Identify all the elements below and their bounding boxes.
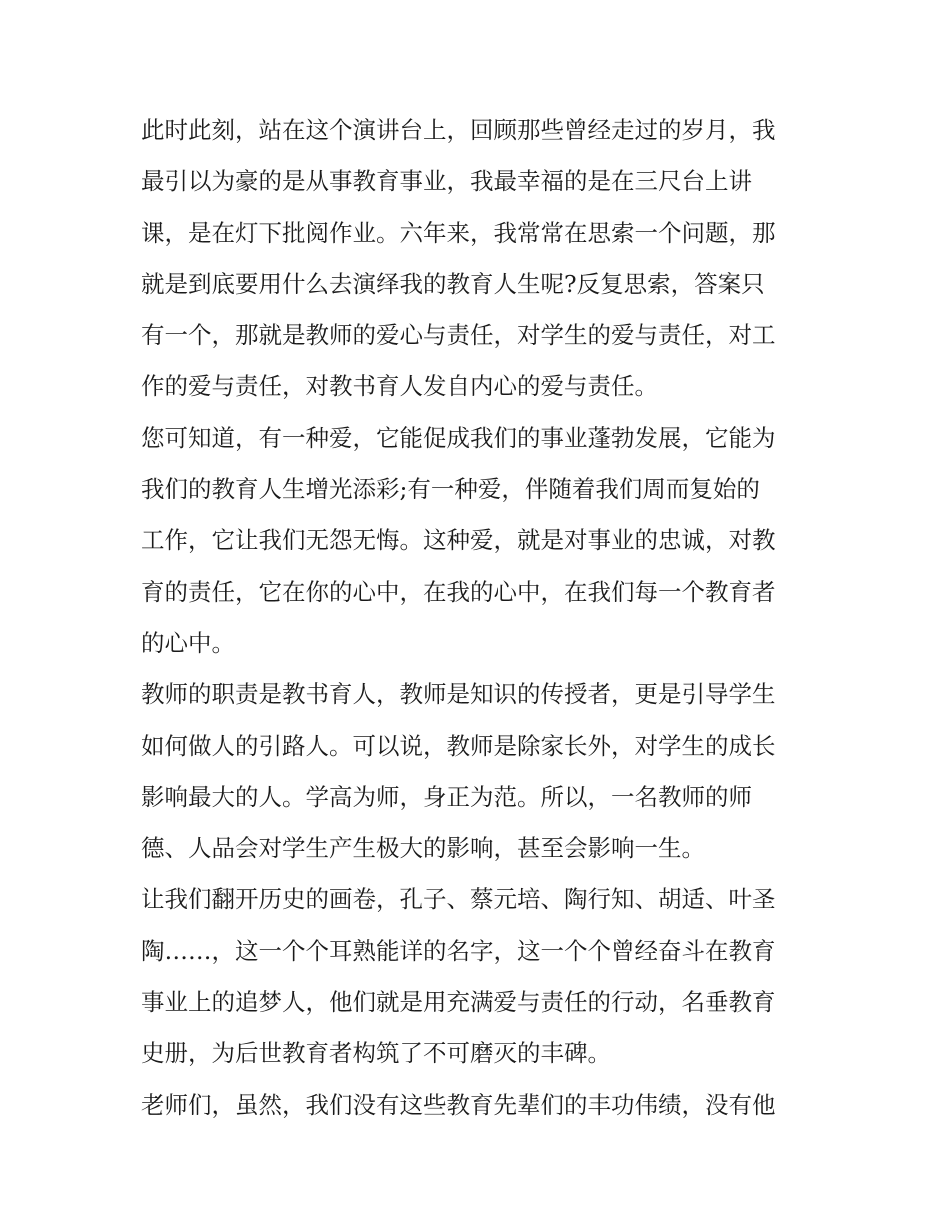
text-line: 教师的职责是教书育人，教师是知识的传授者，更是引导学生 [141,680,776,709]
text-line: 老师们，虽然，我们没有这些教育先辈们的丰功伟绩，没有他 [141,1090,776,1119]
text-line: 的心中。 [141,628,235,657]
text-line: 如何做人的引路人。可以说，教师是除家长外，对学生的成长 [141,731,776,760]
text-line: 您可知道，有一种爱，它能促成我们的事业蓬勃发展，它能为 [141,423,776,452]
text-line: 最引以为豪的是从事教育事业，我最幸福的是在三尺台上讲 [141,167,752,196]
text-line: 此时此刻，站在这个演讲台上，回顾那些曾经走过的岁月，我 [141,116,776,144]
text-line: 让我们翻开历史的画卷，孔子、蔡元培、陶行知、胡适、叶圣 [141,885,776,914]
text-line: 我们的教育人生增光添彩;有一种爱，伴随着我们周而复始的 [141,475,760,504]
text-line: 作的爱与责任，对教书育人发自内心的爱与责任。 [141,372,658,401]
text-line: 育的责任，它在你的心中，在我的心中，在我们每一个教育者 [141,577,776,606]
text-line: 有一个，那就是教师的爱心与责任，对学生的爱与责任，对工 [141,321,776,350]
text-line: 工作，它让我们无怨无悔。这种爱，就是对事业的忠诚，对教 [141,526,776,555]
text-line: 事业上的追梦人，他们就是用充满爱与责任的行动，名垂教育 [141,988,776,1017]
text-line: 陶……，这一个个耳熟能详的名字，这一个个曾经奋斗在教育 [141,936,776,965]
document-body [141,105,811,1131]
text-line: 课，是在灯下批阅作业。六年来，我常常在思索一个问题，那 [141,218,776,247]
text-line: 就是到底要用什么去演绎我的教育人生呢?反复思索，答案只 [141,269,765,298]
text-line: 德、人品会对学生产生极大的影响，甚至会影响一生。 [141,834,705,863]
text-line: 史册，为后世教育者构筑了不可磨灭的丰碑。 [141,1039,611,1068]
text-line: 影响最大的人。学高为师，身正为范。所以，一名教师的师 [141,782,752,811]
